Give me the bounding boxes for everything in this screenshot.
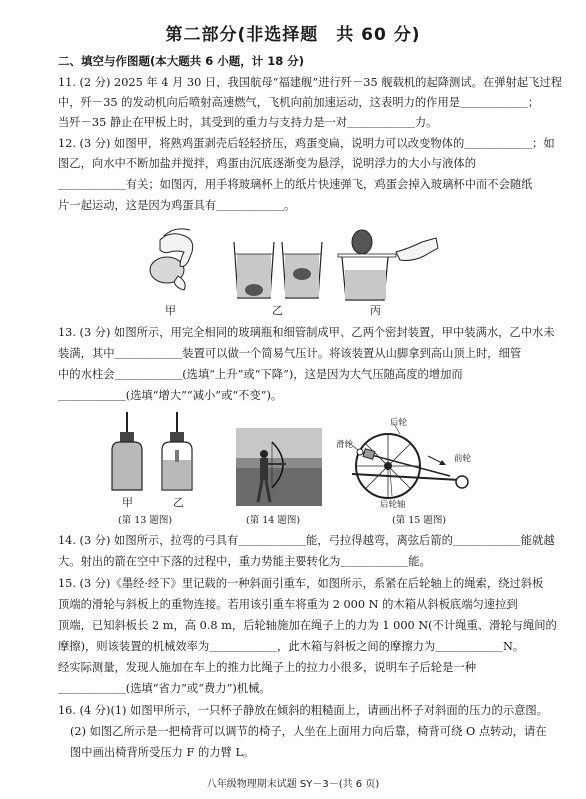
q13-line-4: ＿＿＿＿＿＿(选填“增大”“减小”或“不变”)。	[58, 389, 283, 402]
q16-line-2: (2) 如图乙所示是一把椅背可以调节的椅子，人坐在上面用力向后靠，椅背可绕 O 点转动，请在	[70, 725, 547, 738]
q12-line-3: ＿＿＿＿＿＿有关；如图丙，用手将玻璃杯上的纸片快速弹飞，鸡蛋会掉入玻璃杯中而不会随纸	[58, 178, 533, 191]
q11-line-3: 当歼－35 静止在甲板上时，其受到的重力与支持力是一对＿＿＿＿＿＿力。	[58, 116, 438, 129]
figure-15-label-rear-wheel: 后轮	[390, 418, 408, 428]
q12-line-1: 12. (3 分) 如图甲，将熟鸡蛋剥壳后轻轻挤压，鸡蛋变扁，说明力可以改变物体的＿＿＿＿＿＿；如	[58, 137, 555, 150]
figure-14-archer-photo	[236, 428, 322, 506]
q15-line-2: 顶端的滑轮与斜板上的重物连接。若用该引重车将重为 2 000 N 的木箱从斜板底端匀速拉到	[58, 598, 518, 611]
q14-line-2: 大。射出的箭在空中下落的过程中，重力势能主要转化为＿＿＿＿＿＿能。	[58, 555, 431, 568]
figure-13-label-yi: 乙	[173, 496, 184, 509]
q13-line-3: 中的水柱会＿＿＿＿＿＿(选填“上升”或“下降”)，这是因为大气压随高度的增加而	[58, 368, 463, 381]
figure-15-label-pulley: 滑轮	[336, 440, 354, 450]
figure-13-caption: (第 13 题图)	[118, 515, 173, 526]
q14-line-1: 14. (3 分) 如图所示，拉弯的弓具有＿＿＿＿＿＿能，弓拉得越弯，离弦后箭的＿＿＿＿＿＿能就越	[58, 534, 555, 547]
q12-line-4: 片一起运动，这是因为鸡蛋具有＿＿＿＿＿＿。	[58, 199, 296, 212]
page-title: 第二部分(非选择题 共 60 分)	[165, 25, 421, 45]
q11-line-2: 中，歼－35 的发动机向后喷射高速燃气，飞机向前加速运动，这表明力的作用是＿＿＿＿＿＿；	[58, 96, 540, 109]
figure-14-caption: (第 14 题图)	[246, 515, 301, 526]
figure-12-label-jia: 甲	[165, 304, 176, 317]
figure-13-bottles	[100, 410, 210, 496]
q16-line-3: 图中画出椅背所受压力 F 的力臂 L。	[70, 746, 255, 759]
q13-line-2: 装满，其中＿＿＿＿＿＿装置可以做一个简易气压计。将该装置从山脚拿到高山顶上时，细管	[58, 347, 522, 360]
figure-12-yi-glasses	[230, 240, 326, 302]
figure-15-label-axle: 后轮轴	[380, 500, 406, 510]
q16-line-1: 16. (4 分)(1) 如图甲所示，一只杯子静放在倾斜的粗糙面上，请画出杯子对斜面的压力的示意图。	[58, 704, 549, 717]
q15-line-6: ＿＿＿＿＿＿(选填“省力”或“费力”)机械。	[58, 682, 271, 695]
figure-15-caption: (第 15 题图)	[392, 515, 447, 526]
q15-line-4: 摩擦)，则该装置的机械效率为＿＿＿＿＿＿，此木箱与斜板之间的摩擦力为＿＿＿＿＿＿N。	[58, 640, 525, 653]
section-heading: 二、填空与作图题(本大题共 6 小题，计 18 分)	[58, 54, 305, 68]
figure-12-bing-egg-glass	[332, 226, 442, 304]
page-footer: 八年级物理期末试题 SY－3－(共 6 页)	[206, 779, 380, 790]
figure-12-jia-egg-hand	[140, 222, 210, 302]
q11-line-1: 11. (2 分) 2025 年 4 月 30 日，我国航母“福建舰”进行歼－35 舰载机的起降测试。在弹射起飞过程	[58, 76, 563, 89]
q15-line-5: 经实际测量，发现人施加在车上的推力比绳子上的拉力小很多，说明车子后轮是一种	[58, 661, 476, 674]
q15-line-3: 顶端，已知斜板长 2 m，高 0.8 m，后轮轴施加在绳子上的力为 1 000 N(不计绳重、滑轮与绳间的	[58, 619, 557, 632]
q15-line-1: 15. (3 分)《墨经·经下》里记载的一种斜面引重车，如图所示，系紧在后轮轴上的绳索，绕过斜板	[58, 577, 544, 590]
q13-line-1: 13. (3 分) 如图所示，用完全相同的玻璃瓶和细管制成甲、乙两个密封装置，甲中装满水，乙中水未	[58, 326, 555, 339]
figure-13-label-jia: 甲	[122, 496, 133, 509]
q12-line-2: 图乙，向水中不断加盐并搅拌，鸡蛋由沉底逐渐变为悬浮，说明浮力的大小与液体的	[58, 157, 476, 170]
figure-15-label-front-wheel: 前轮	[454, 454, 472, 464]
figure-12-label-bing: 丙	[370, 304, 381, 317]
figure-12-label-yi: 乙	[272, 304, 283, 317]
